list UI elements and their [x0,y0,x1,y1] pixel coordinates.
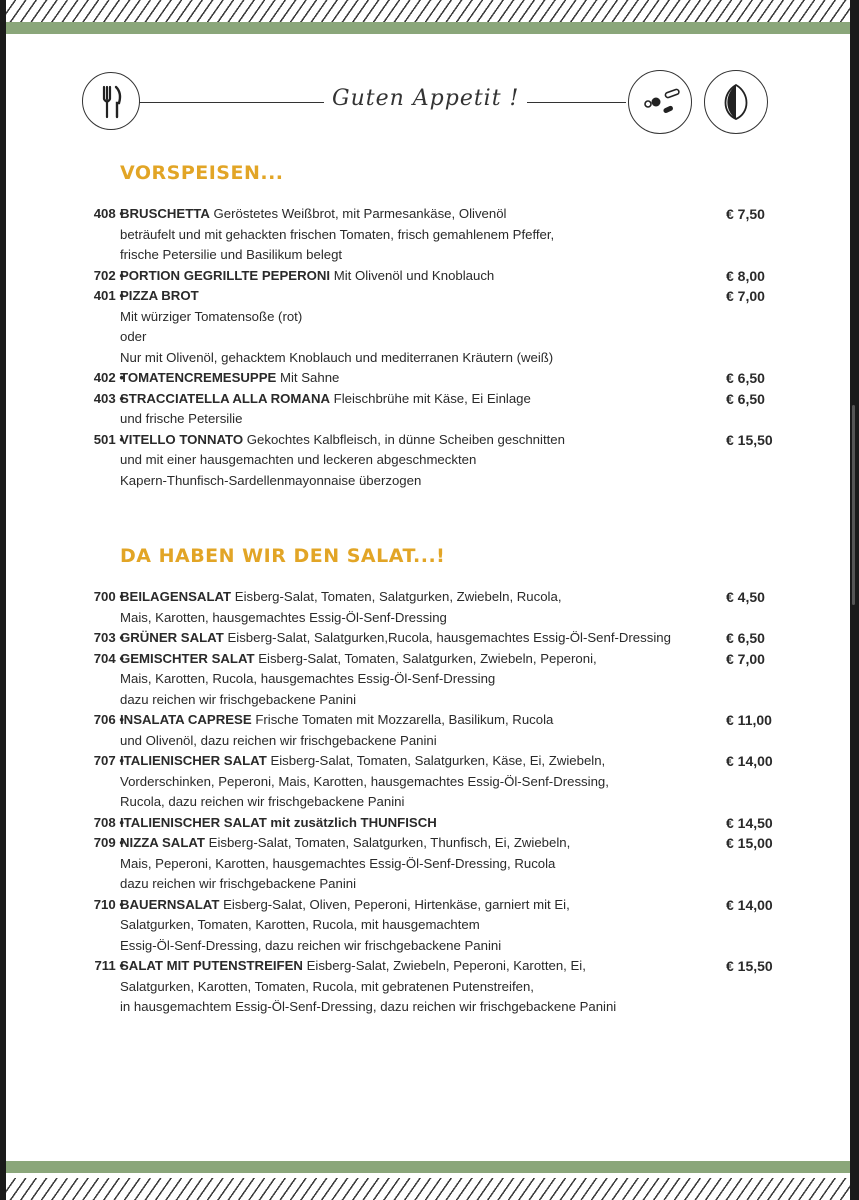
menu-item [6,628,850,649]
menu-item [6,587,850,628]
menu-item [6,649,850,711]
item-name: PIZZA BROT [120,288,199,303]
top-green-band [6,22,850,34]
item-price: € 8,00 [726,267,765,284]
item-desc: Eisberg-Salat, Tomaten, Salatgurken, Käse, Ei, Zwiebeln, [270,753,606,768]
item-name: BAUERNSALAT [120,896,220,912]
item-desc: dazu reichen wir frischgebackene Panini [120,876,357,891]
menu-item [6,895,850,957]
item-price: € 15,50 [726,958,773,974]
item-desc: Mais, Karotten, Rucola, hausgemachtes Essig-Öl-Senf-Dressing [120,671,496,686]
item-number: 709 • [93,835,124,850]
item-number: 708 • [93,814,124,830]
menu-item [6,286,850,368]
item-price: € 7,00 [726,288,765,304]
menu-item [6,751,850,813]
item-desc: Eisberg-Salat, Tomaten, Salatgurken, Zwiebeln, Rucola, [234,589,562,604]
item-name: PORTION GEGRILLTE PEPERONI [120,267,331,283]
item-desc: Eisberg-Salat, Salatgurken,Rucola, hausgemachtes Essig-Öl-Senf-Dressing [227,630,671,645]
item-name: STRACCIATELLA ALLA ROMANA [120,390,330,406]
cutlery-icon [82,72,140,130]
item-name: VITELLO TONNATO [120,431,244,447]
item-desc: Nur mit Olivenöl, gehacktem Knoblauch und mediterranen Kräutern (weiß) [120,349,554,365]
item-price: € 4,50 [726,589,765,605]
item-number: 702 • [93,267,124,283]
section-vorspeisen [6,204,850,491]
item-name: SALAT MIT PUTENSTREIFEN [120,958,303,973]
menu-item [6,430,850,492]
item-price: € 7,50 [726,206,765,222]
item-desc: Eisberg-Salat, Tomaten, Salatgurken, Zwiebeln, Peperoni, [258,650,597,666]
dishes-icon [628,70,692,134]
section-title-vorspeisen: VORSPEISEN... [120,162,284,184]
item-price: € 14,00 [726,896,773,913]
item-price: € 14,50 [726,814,773,831]
item-desc: Geröstetes Weißbrot, mit Parmesankäse, Olivenöl [213,206,507,221]
item-number: 700 • [93,589,124,604]
item-name: GEMISCHTER SALAT [120,650,255,666]
item-desc: Frische Tomaten mit Mozzarella, Basilikum, Rucola [255,712,554,727]
item-desc: beträufelt und mit gehackten frischen Tomaten, frisch gemahlenem Pfeffer, [120,226,555,242]
item-number: 403 • [93,390,124,406]
item-price: € 15,00 [726,835,773,851]
section-salat [6,587,850,1018]
item-number: 402 • [93,370,124,385]
item-desc: frische Petersilie und Basilikum belegt [120,247,343,262]
item-price: € 14,00 [726,753,773,769]
item-name: ITALIENISCHER SALAT [120,753,267,768]
item-desc: Mais, Karotten, hausgemachtes Essig-Öl-Senf-Dressing [120,609,447,625]
item-desc: Mit würziger Tomatensoße (rot) [120,308,303,324]
item-name: BEILAGENSALAT [120,589,232,604]
item-name: BRUSCHETTA [120,206,210,221]
menu-item [6,368,850,389]
item-number: 706 • [93,712,124,727]
item-number: 703 • [93,630,124,645]
item-desc: Eisberg-Salat, Oliven, Peperoni, Hirtenkäse, garniert mit Ei, [223,896,570,912]
item-number: 707 • [93,753,124,768]
menu-item [6,389,850,430]
section-title-salat: DA HABEN WIR DEN SALAT...! [120,545,446,567]
item-name: GRÜNER SALAT [120,630,224,645]
bottom-hatch-border [6,1178,850,1200]
item-desc: Mit Olivenöl und Knoblauch [333,267,495,283]
item-price: € 6,50 [726,630,765,646]
menu-item [6,956,850,1018]
item-number: 408 • [93,206,124,221]
item-number: 704 • [93,650,124,666]
item-desc: Gekochtes Kalbfleisch, in dünne Scheiben geschnitten [246,431,565,447]
menu-item [6,266,850,287]
item-desc: oder [120,329,147,344]
item-name: NIZZA SALAT [120,835,205,850]
item-desc: Eisberg-Salat, Tomaten, Salatgurken, Thunfisch, Ei, Zwiebeln, [208,835,571,850]
item-price: € 6,50 [726,370,765,386]
item-desc: und Olivenöl, dazu reichen wir frischgebackene Panini [120,732,437,748]
menu-page [6,0,850,1200]
item-name: ITALIENISCHER SALAT mit zusätzlich THUNFISCH [120,814,437,830]
menu-item [6,710,850,751]
item-name: INSALATA CAPRESE [120,712,252,727]
item-desc: Mais, Peperoni, Karotten, hausgemachtes Essig-Öl-Senf-Dressing, Rucola [120,855,556,871]
item-price: € 6,50 [726,390,765,407]
item-number: 710 • [93,896,124,912]
leaf-icon [704,70,768,134]
item-number: 711 • [94,958,124,973]
item-price: € 15,50 [726,431,773,448]
item-number: 401 • [93,288,124,303]
bottom-green-band [6,1161,850,1173]
item-desc: und mit einer hausgemachten und leckeren abgeschmeckten [120,452,477,467]
top-hatch-border [6,0,850,22]
item-desc: Vorderschinken, Peperoni, Mais, Karotten, hausgemachtes Essig-Öl-Senf-Dressing, [120,773,609,789]
item-desc: Fleischbrühe mit Käse, Ei Einlage [333,390,531,406]
item-desc: in hausgemachtem Essig-Öl-Senf-Dressing, dazu reichen wir frischgebackene Panini [120,999,617,1014]
menu-item [6,833,850,895]
item-number: 501 • [93,431,124,447]
item-desc: dazu reichen wir frischgebackene Panini [120,691,357,707]
item-price: € 7,00 [726,650,765,667]
scrollbar[interactable] [852,405,855,605]
item-price: € 11,00 [726,712,772,728]
item-desc: Rucola, dazu reichen wir frischgebackene Panini [120,794,405,809]
item-desc: Eisberg-Salat, Zwiebeln, Peperoni, Karotten, Ei, [306,958,586,973]
item-desc: Essig-Öl-Senf-Dressing, dazu reichen wir frischgebackene Panini [120,937,502,953]
menu-item [6,813,850,834]
item-desc: Salatgurken, Karotten, Tomaten, Rucola, mit gebratenen Putenstreifen, [120,978,534,994]
item-desc: Salatgurken, Tomaten, Karotten, Rucola, mit hausgemachtem [120,917,480,932]
slogan-text: Guten Appetit ! [324,86,527,111]
item-desc: und frische Petersilie [120,411,243,426]
item-name: TOMATENCREMESUPPE [120,370,277,385]
item-desc: Kapern-Thunfisch-Sardellenmayonnaise überzogen [120,472,422,488]
menu-item [6,204,850,266]
item-desc: Mit Sahne [279,370,340,385]
